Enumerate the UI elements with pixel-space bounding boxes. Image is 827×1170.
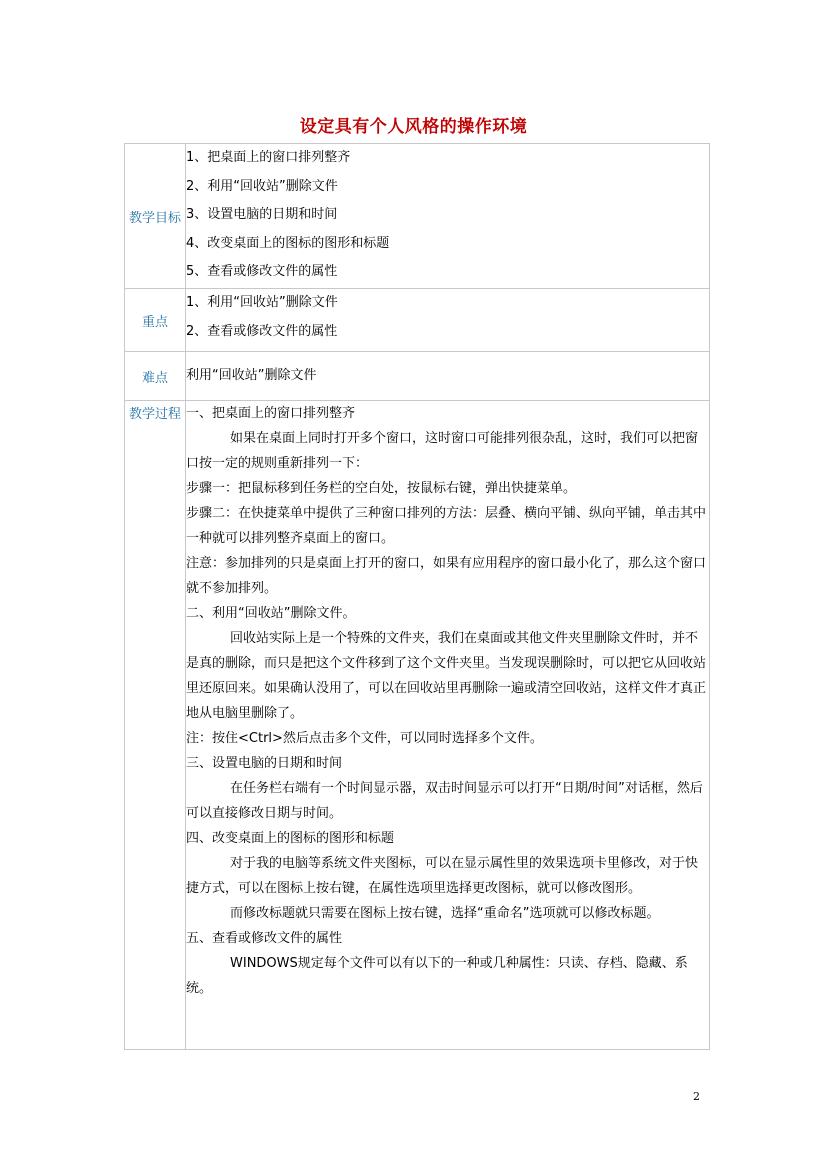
content-difficulty bbox=[186, 352, 710, 401]
label-teaching-process: 教学过程 bbox=[125, 401, 186, 1050]
key-point-item: 1、利用“回收站”删除文件 bbox=[186, 295, 338, 310]
label-teaching-goals: 教学目标 bbox=[125, 144, 186, 289]
label-key-points: 重点 bbox=[125, 289, 186, 352]
paragraph: 在任务栏右端有一个时间显示器，双击时间显示可以打开“日期/时间”对话框，然后可以直接修改日期与时间。 bbox=[186, 781, 703, 821]
section-heading: 三、设置电脑的日期和时间 bbox=[186, 756, 343, 771]
paragraph: 回收站实际上是一个特殊的文件夹，我们在桌面或其他文件夹里删除文件时，并不是真的删除，而只是把这个文件移到了这个文件夹里。当发现误删除时，可以把它从回收站里还原回来。如果确认没用了，可以在回收站里再删除一遍或清空回收站，这样文件才真正地从电脑里删除了。 bbox=[186, 631, 707, 721]
row-key-points bbox=[125, 289, 710, 352]
row-teaching-goals bbox=[125, 144, 710, 289]
goal-item: 5、查看或修改文件的属性 bbox=[186, 264, 338, 279]
key-point-item: 2、查看或修改文件的属性 bbox=[186, 323, 338, 339]
paragraph: 注：按住<Ctrl>然后点击多个文件，可以同时选择多个文件。 bbox=[186, 731, 543, 746]
paragraph: WINDOWS规定每个文件可以有以下的一种或几种属性：只读、存档、隐藏、系统。 bbox=[186, 956, 688, 996]
section-heading: 五、查看或修改文件的属性 bbox=[186, 931, 343, 946]
paragraph: 步骤二：在快捷菜单中提供了三种窗口排列的方法：层叠、横向平铺、纵向平铺，单击其中一种就可以排列整齐桌面上的窗口。 bbox=[186, 506, 707, 546]
page-number: 2 bbox=[693, 1090, 700, 1103]
content-teaching-goals bbox=[186, 144, 710, 289]
section-heading: 一、把桌面上的窗口排列整齐 bbox=[186, 406, 356, 421]
goal-item: 4、改变桌面上的图标的图形和标题 bbox=[186, 235, 390, 251]
document-title: 设定具有个人风格的操作环境 bbox=[299, 117, 528, 137]
paragraph: 注意：参加排列的只是桌面上打开的窗口，如果有应用程序的窗口最小化了，那么这个窗口就不参加排列。 bbox=[186, 556, 707, 596]
lesson-plan-table bbox=[124, 143, 710, 1050]
section-heading: 四、改变桌面上的图标的图形和标题 bbox=[186, 831, 395, 846]
goal-item: 2、利用“回收站”删除文件 bbox=[186, 178, 338, 194]
paragraph: 步骤一：把鼠标移到任务栏的空白处，按鼠标右键，弹出快捷菜单。 bbox=[186, 481, 577, 496]
paragraph: 而修改标题就只需要在图标上按右键，选择“重命名”选项就可以修改标题。 bbox=[230, 906, 660, 921]
goal-item: 1、把桌面上的窗口排列整齐 bbox=[186, 150, 351, 165]
paragraph: 对于我的电脑等系统文件夹图标，可以在显示属性里的效果选项卡里修改，对于快捷方式，可以在图标上按右键，在属性选项里选择更改图标，就可以修改图形。 bbox=[186, 856, 699, 896]
section-heading: 二、利用“回收站”删除文件。 bbox=[186, 606, 356, 621]
label-difficulty: 难点 bbox=[125, 352, 186, 401]
difficulty-text: 利用“回收站”删除文件 bbox=[186, 367, 317, 383]
paragraph: 如果在桌面上同时打开多个窗口，这时窗口可能排列很杂乱，这时，我们可以把窗口按一定的规则重新排列一下： bbox=[186, 431, 699, 471]
goal-item: 3、设置电脑的日期和时间 bbox=[186, 207, 338, 222]
content-key-points bbox=[186, 289, 710, 352]
content-teaching-process bbox=[186, 401, 710, 1050]
row-teaching-process bbox=[125, 401, 710, 1050]
row-difficulty bbox=[125, 352, 710, 401]
